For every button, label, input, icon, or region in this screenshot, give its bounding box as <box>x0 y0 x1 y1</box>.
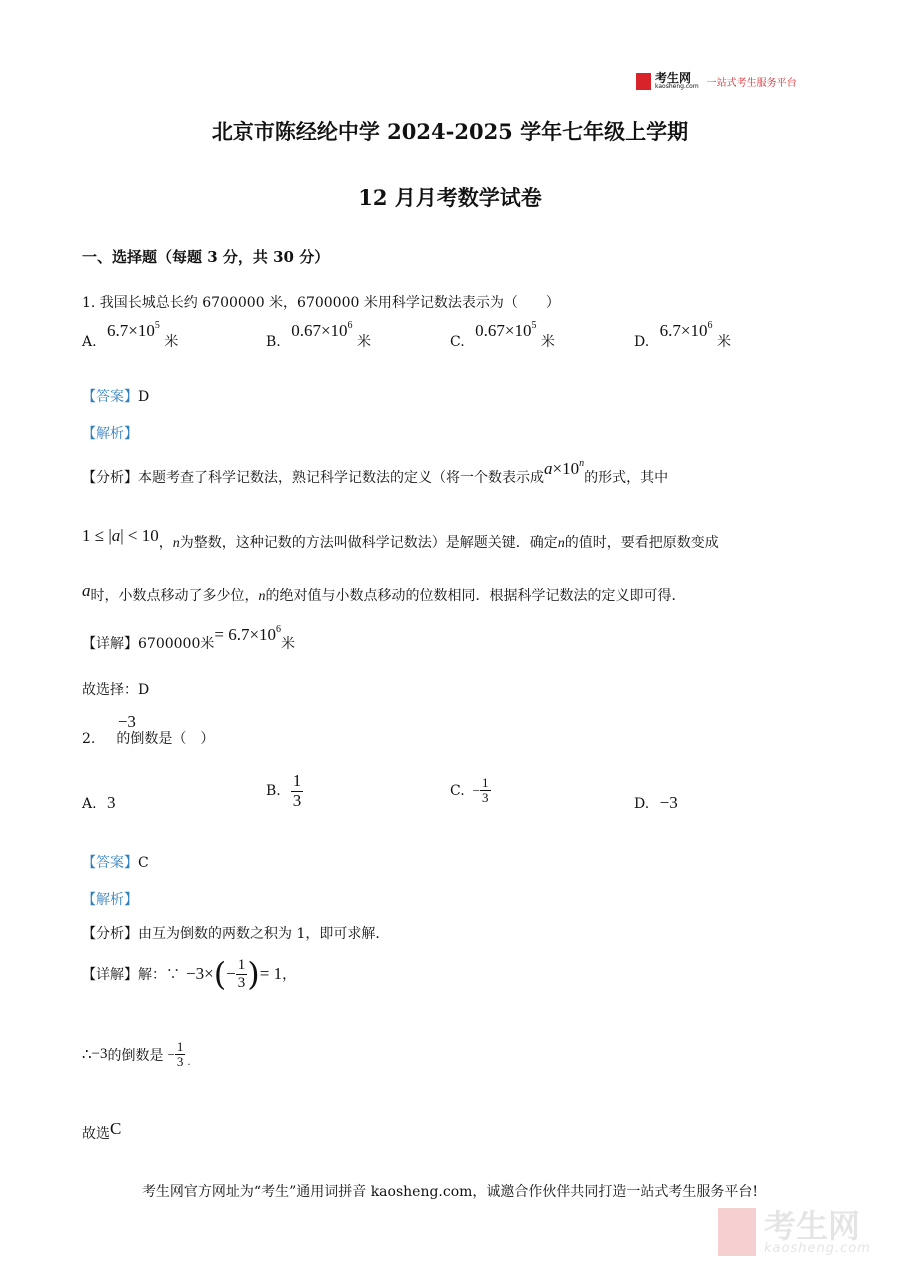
q2-analysis-label: 【解析】 <box>82 892 138 908</box>
q1-option-c: C. $0.67\times 10^5$ 米 <box>450 320 555 350</box>
logo-name: 考生网 <box>655 71 692 85</box>
q1-option-b: B. $0.67\times 10^6$ 米 <box>266 320 371 350</box>
q1-option-d: D. $6.7\times 10^6$ 米 <box>634 320 731 350</box>
header-logo <box>636 72 797 90</box>
q1-option-a: A. $6.7\times 10^5$ 米 <box>82 320 179 350</box>
q2-option-b: B. $\frac{1}{3}$ <box>266 771 302 810</box>
logo-url: kaosheng.com <box>655 83 699 90</box>
q2-option-c: C. − $\frac{1}{3}$ <box>450 775 489 806</box>
q2-fenxi: 【分析】由互为倒数的两数之积为 1，即可求解． <box>82 926 390 942</box>
q1-analysis-label: 【解析】 <box>82 426 138 442</box>
q2-option-a: A. 3 <box>82 793 116 812</box>
q1-fenxi-line3: a时，小数点移动了多少位，n的绝对值与小数点移动的位数相同．根据科学记数法的定义即可得． <box>82 581 686 604</box>
watermark-mark-icon <box>718 1208 756 1256</box>
watermark-name: 考生网 <box>764 1206 861 1245</box>
watermark-url: kaosheng.com <box>764 1240 871 1256</box>
q2-therefore: ∴ −3 的倒数是 − $\frac{1}{3}$ . <box>82 1039 191 1070</box>
logo-mark-icon <box>636 73 651 90</box>
logo-slogan: 一站式考生服务平台 <box>706 77 797 89</box>
page-title: 北京市陈经纶中学 2024-2025 学年七年级上学期 <box>211 119 689 144</box>
q1-xiangjie: 【详解】6700000米= $6.7\times 10^6$米 <box>82 624 296 652</box>
q2-stem: 2. −3 的倒数是（ ） <box>82 712 215 747</box>
q1-fenxi-line1: 【分析】本题考查了科学记数法，熟记科学记数法的定义（将一个数表示成$a\times 10^n$的形式，其中 <box>82 458 669 486</box>
q1-conclusion: 故选择：D <box>82 682 150 698</box>
page-subtitle: 12 月月考数学试卷 <box>358 185 542 210</box>
q2-option-d: D. −3 <box>634 793 678 812</box>
footer-text: 考生网官方网址为“考生”通用词拼音 kaosheng.com，诚邀合作伙伴共同打造一站式考生服务平台! <box>141 1184 759 1200</box>
q2-conclusion: 故选C <box>82 1119 122 1142</box>
q2-xiangjie: 【详解】 解：∵ −3× ( − $\frac{1}{3}$ ) = 1 ， <box>82 955 297 993</box>
section-heading: 一、选择题（每题 3 分，共 30 分） <box>82 248 330 266</box>
q1-answer: 【答案】D <box>82 389 150 405</box>
q1-stem: 1. 我国长城总长约 6700000 米，6700000 米用科学记数法表示为（ ） <box>82 295 560 311</box>
q1-fenxi-line2: 1 ≤ |a| < 10，n为整数，这种记数的方法叫做科学记数法）是解题关键．确定n的值时，要看把原数变成 <box>82 526 719 551</box>
watermark-logo <box>718 1208 871 1256</box>
q2-answer: 【答案】C <box>82 855 149 871</box>
